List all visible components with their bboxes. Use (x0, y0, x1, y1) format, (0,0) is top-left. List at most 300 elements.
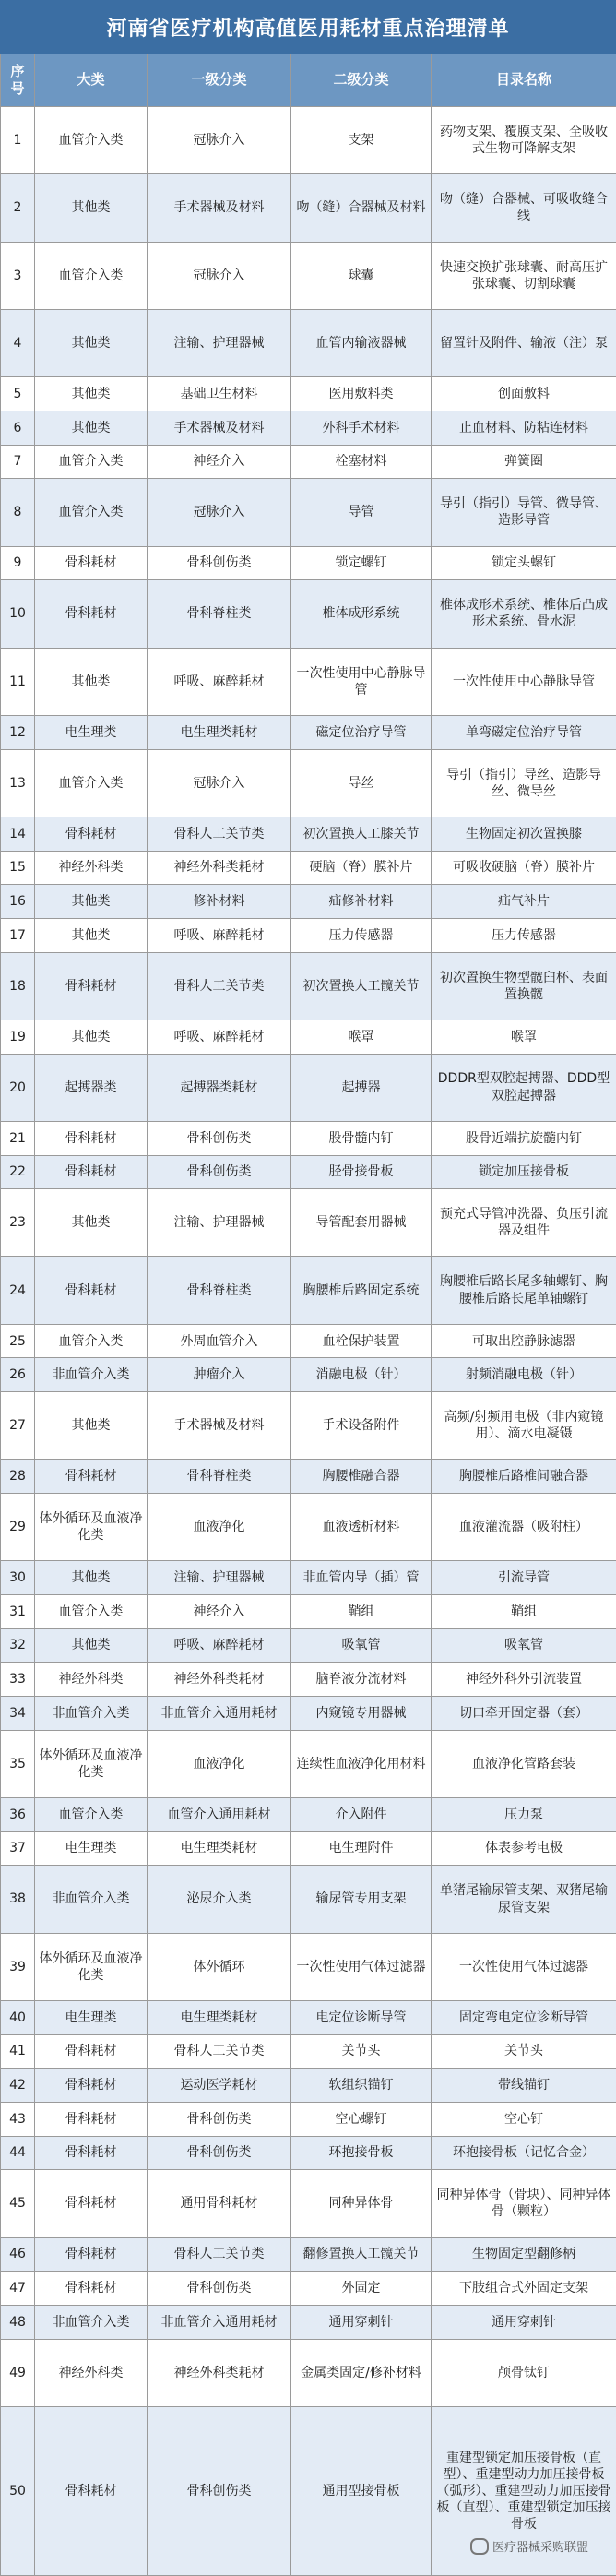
cell-catalog-name: 药物支架、覆膜支架、全吸收式生物可降解支架 (432, 107, 616, 174)
cell-level2: 一次性使用气体过滤器 (291, 1933, 432, 2000)
cell-index: 27 (1, 1392, 35, 1460)
table-row (1, 1121, 616, 1155)
table-row (1, 445, 616, 479)
cell-level2: 初次置换人工髋关节 (291, 952, 432, 1020)
cell-level2: 导管 (291, 479, 432, 546)
cell-index: 35 (1, 1730, 35, 1797)
cell-catalog-name: 可吸收硬脑（脊）膜补片 (432, 851, 616, 885)
cell-level1: 注输、护理器械 (148, 309, 291, 376)
cell-category: 神经外科类 (35, 1663, 148, 1697)
cell-index: 6 (1, 411, 35, 445)
cell-catalog-name: 血液灌流器（吸附柱） (432, 1494, 616, 1561)
cell-level2: 金属类固定/修补材料 (291, 2339, 432, 2406)
cell-level2: 锁定螺钉 (291, 546, 432, 580)
cell-index: 26 (1, 1358, 35, 1392)
cell-level2: 起搏器 (291, 1054, 432, 1121)
cell-index: 8 (1, 479, 35, 546)
table-row (1, 2034, 616, 2069)
cell-catalog-name: 吸氧管 (432, 1628, 616, 1663)
cell-level1: 冠脉介入 (148, 242, 291, 309)
cell-level1: 神经外科类耗材 (148, 1663, 291, 1697)
cell-catalog-name: 单弯磁定位治疗导管 (432, 715, 616, 749)
table-row (1, 715, 616, 749)
cell-level1: 冠脉介入 (148, 107, 291, 174)
wechat-icon (470, 2538, 489, 2555)
table-row (1, 1358, 616, 1392)
cell-level1: 骨科人工关节类 (148, 817, 291, 851)
table-row (1, 1595, 616, 1629)
cell-level2: 支架 (291, 107, 432, 174)
cell-category: 骨科耗材 (35, 2272, 148, 2306)
header-level2: 二级分类 (291, 54, 432, 107)
cell-index: 50 (1, 2406, 35, 2575)
cell-category: 电生理类 (35, 1831, 148, 1866)
cell-index: 10 (1, 580, 35, 648)
cell-category: 骨科耗材 (35, 2237, 148, 2272)
cell-category: 血管介入类 (35, 445, 148, 479)
cell-category: 其他类 (35, 1392, 148, 1460)
cell-level1: 骨科创伤类 (148, 2272, 291, 2306)
cell-level2: 电生理附件 (291, 1831, 432, 1866)
cell-level2: 胸腰椎融合器 (291, 1460, 432, 1494)
cell-index: 40 (1, 2001, 35, 2035)
cell-level2: 鞘组 (291, 1595, 432, 1629)
table-row (1, 2272, 616, 2306)
cell-level1: 电生理类耗材 (148, 715, 291, 749)
table-row (1, 309, 616, 376)
cell-level1: 电生理类耗材 (148, 1831, 291, 1866)
cell-level1: 呼吸、麻醉耗材 (148, 1628, 291, 1663)
page-title: 河南省医疗机构高值医用耗材重点治理清单 (0, 0, 616, 54)
cell-catalog-name: 一次性使用中心静脉导管 (432, 648, 616, 715)
cell-category: 电生理类 (35, 715, 148, 749)
cell-catalog-name: 胸腰椎后路椎间融合器 (432, 1460, 616, 1494)
cell-catalog-name: 生物固定初次置换膝 (432, 817, 616, 851)
cell-catalog-name: 压力泵 (432, 1798, 616, 1832)
cell-category: 神经外科类 (35, 851, 148, 885)
cell-catalog-name: 环抱接骨板（记忆合金） (432, 2136, 616, 2170)
table-row (1, 1933, 616, 2000)
cell-level1: 神经介入 (148, 445, 291, 479)
cell-level1: 神经外科类耗材 (148, 851, 291, 885)
cell-category: 其他类 (35, 918, 148, 952)
cell-level1: 冠脉介入 (148, 479, 291, 546)
cell-level1: 肿瘤介入 (148, 1358, 291, 1392)
cell-catalog-name: DDDR型双腔起搏器、DDD型双腔起搏器 (432, 1054, 616, 1121)
cell-level2: 硬脑（脊）膜补片 (291, 851, 432, 885)
cell-category: 其他类 (35, 411, 148, 445)
cell-index: 42 (1, 2069, 35, 2103)
cell-catalog-name: 引流导管 (432, 1561, 616, 1595)
cell-index: 49 (1, 2339, 35, 2406)
cell-level2: 吸氧管 (291, 1628, 432, 1663)
cell-category: 骨科耗材 (35, 2034, 148, 2069)
cell-category: 骨科耗材 (35, 580, 148, 648)
cell-level1: 骨科脊柱类 (148, 580, 291, 648)
cell-level2: 软组织锚钉 (291, 2069, 432, 2103)
cell-level1: 血管介入通用耗材 (148, 1798, 291, 1832)
cell-level1: 血液净化 (148, 1494, 291, 1561)
cell-index: 48 (1, 2305, 35, 2339)
cell-catalog-name: 吻（缝）合器械、可吸收缝合线 (432, 174, 616, 242)
cell-level2: 脑脊液分流材料 (291, 1663, 432, 1697)
table-row (1, 885, 616, 919)
cell-catalog-name: 可取出腔静脉滤器 (432, 1324, 616, 1358)
cell-catalog-name: 导引（指引）导丝、造影导丝、微导丝 (432, 749, 616, 817)
cell-index: 15 (1, 851, 35, 885)
cell-index: 12 (1, 715, 35, 749)
table-row (1, 1189, 616, 1257)
cell-index: 34 (1, 1697, 35, 1731)
cell-level1: 骨科脊柱类 (148, 1257, 291, 1324)
table-row (1, 2069, 616, 2103)
cell-level1: 骨科创伤类 (148, 1121, 291, 1155)
cell-level2: 吻（缝）合器械及材料 (291, 174, 432, 242)
cell-level2: 通用型接骨板 (291, 2406, 432, 2575)
cell-index: 5 (1, 377, 35, 411)
header-level1: 一级分类 (148, 54, 291, 107)
cell-level1: 电生理类耗材 (148, 2001, 291, 2035)
table-body (1, 107, 616, 2576)
cell-level2: 消融电极（针） (291, 1358, 432, 1392)
cell-level1: 手术器械及材料 (148, 411, 291, 445)
cell-level1: 非血管介入通用耗材 (148, 1697, 291, 1731)
table-row (1, 918, 616, 952)
table-row (1, 2339, 616, 2406)
cell-category: 其他类 (35, 1189, 148, 1257)
cell-level1: 手术器械及材料 (148, 1392, 291, 1460)
cell-level1: 泌尿介入类 (148, 1866, 291, 1933)
table-row (1, 1831, 616, 1866)
cell-category: 骨科耗材 (35, 546, 148, 580)
cell-category: 电生理类 (35, 2001, 148, 2035)
cell-category: 骨科耗材 (35, 2170, 148, 2237)
cell-category: 骨科耗材 (35, 2406, 148, 2575)
table-row (1, 2136, 616, 2170)
table-row (1, 1697, 616, 1731)
cell-level2: 股骨髓内钉 (291, 1121, 432, 1155)
cell-category: 骨科耗材 (35, 952, 148, 1020)
cell-index: 37 (1, 1831, 35, 1866)
cell-level1: 骨科人工关节类 (148, 2034, 291, 2069)
cell-category: 骨科耗材 (35, 2136, 148, 2170)
cell-catalog-name: 锁定头螺钉 (432, 546, 616, 580)
table-row (1, 546, 616, 580)
cell-catalog-name: 胸腰椎后路长尾多轴螺钉、胸腰椎后路长尾单轴螺钉 (432, 1257, 616, 1324)
cell-index: 44 (1, 2136, 35, 2170)
cell-index: 1 (1, 107, 35, 174)
cell-category: 其他类 (35, 885, 148, 919)
table-row (1, 851, 616, 885)
cell-level2: 栓塞材料 (291, 445, 432, 479)
cell-level1: 骨科人工关节类 (148, 952, 291, 1020)
cell-level1: 外周血管介入 (148, 1324, 291, 1358)
cell-level1: 基础卫生材料 (148, 377, 291, 411)
cell-level2: 翻修置换人工髋关节 (291, 2237, 432, 2272)
cell-catalog-name: 快速交换扩张球囊、耐高压扩张球囊、切割球囊 (432, 242, 616, 309)
cell-level1: 注输、护理器械 (148, 1189, 291, 1257)
cell-index: 24 (1, 1257, 35, 1324)
cell-index: 33 (1, 1663, 35, 1697)
table-row (1, 749, 616, 817)
cell-level1: 通用骨科耗材 (148, 2170, 291, 2237)
cell-level1: 骨科创伤类 (148, 2102, 291, 2136)
cell-index: 32 (1, 1628, 35, 1663)
cell-catalog-name: 疝气补片 (432, 885, 616, 919)
cell-level2: 关节头 (291, 2034, 432, 2069)
cell-level2: 血液透析材料 (291, 1494, 432, 1561)
cell-catalog-name: 预充式导管冲洗器、负压引流器及组件 (432, 1189, 616, 1257)
cell-catalog-name: 鞘组 (432, 1595, 616, 1629)
cell-index: 7 (1, 445, 35, 479)
cell-index: 43 (1, 2102, 35, 2136)
cell-catalog-name: 留置针及附件、输液（注）泵 (432, 309, 616, 376)
cell-index: 36 (1, 1798, 35, 1832)
cell-level2: 一次性使用中心静脉导管 (291, 648, 432, 715)
cell-index: 19 (1, 1020, 35, 1054)
table-row (1, 2305, 616, 2339)
table-row (1, 1494, 616, 1561)
cell-category: 血管介入类 (35, 1324, 148, 1358)
cell-category: 其他类 (35, 377, 148, 411)
cell-level2: 通用穿刺针 (291, 2305, 432, 2339)
cell-category: 血管介入类 (35, 107, 148, 174)
cell-category: 血管介入类 (35, 749, 148, 817)
table-row (1, 817, 616, 851)
cell-catalog-name: 初次置换生物型髋臼杯、表面置换髋 (432, 952, 616, 1020)
table-row (1, 1324, 616, 1358)
cell-category: 非血管介入类 (35, 2305, 148, 2339)
cell-level2: 医用敷料类 (291, 377, 432, 411)
cell-index: 30 (1, 1561, 35, 1595)
table-row (1, 411, 616, 445)
cell-category: 其他类 (35, 1628, 148, 1663)
cell-category: 非血管介入类 (35, 1697, 148, 1731)
cell-level2: 初次置换人工膝关节 (291, 817, 432, 851)
cell-catalog-name: 切口牵开固定器（套） (432, 1697, 616, 1731)
cell-level2: 喉罩 (291, 1020, 432, 1054)
table-row (1, 1155, 616, 1189)
cell-catalog-name: 颅骨钛钉 (432, 2339, 616, 2406)
cell-level1: 注输、护理器械 (148, 1561, 291, 1595)
cell-category: 血管介入类 (35, 479, 148, 546)
cell-index: 4 (1, 309, 35, 376)
cell-category: 骨科耗材 (35, 1155, 148, 1189)
cell-level1: 运动医学耗材 (148, 2069, 291, 2103)
cell-category: 血管介入类 (35, 242, 148, 309)
table-row (1, 1020, 616, 1054)
cell-catalog-name: 止血材料、防粘连材料 (432, 411, 616, 445)
cell-level1: 冠脉介入 (148, 749, 291, 817)
cell-level2: 压力传感器 (291, 918, 432, 952)
cell-index: 45 (1, 2170, 35, 2237)
cell-index: 16 (1, 885, 35, 919)
header-category: 大类 (35, 54, 148, 107)
watermark (470, 2537, 588, 2555)
cell-index: 22 (1, 1155, 35, 1189)
cell-catalog-name: 椎体成形术系统、椎体后凸成形术系统、骨水泥 (432, 580, 616, 648)
cell-index: 39 (1, 1933, 35, 2000)
cell-catalog-name: 一次性使用气体过滤器 (432, 1933, 616, 2000)
cell-level2: 椎体成形系统 (291, 580, 432, 648)
cell-index: 29 (1, 1494, 35, 1561)
cell-category: 体外循环及血液净化类 (35, 1933, 148, 2000)
cell-level2: 空心螺钉 (291, 2102, 432, 2136)
cell-catalog-name: 关节头 (432, 2034, 616, 2069)
cell-category: 其他类 (35, 1020, 148, 1054)
cell-category: 血管介入类 (35, 1595, 148, 1629)
cell-level2: 导丝 (291, 749, 432, 817)
cell-level2: 血栓保护装置 (291, 1324, 432, 1358)
cell-level1: 骨科创伤类 (148, 1155, 291, 1189)
table-row (1, 2001, 616, 2035)
cell-level1: 呼吸、麻醉耗材 (148, 1020, 291, 1054)
cell-index: 23 (1, 1189, 35, 1257)
cell-category: 神经外科类 (35, 2339, 148, 2406)
table-row (1, 1628, 616, 1663)
cell-level2: 球囊 (291, 242, 432, 309)
cell-level2: 介入附件 (291, 1798, 432, 1832)
cell-level2: 手术设备附件 (291, 1392, 432, 1460)
cell-level2: 磁定位治疗导管 (291, 715, 432, 749)
cell-index: 41 (1, 2034, 35, 2069)
cell-catalog-name: 单猪尾输尿管支架、双猪尾输尿管支架 (432, 1866, 616, 1933)
cell-level2: 导管配套用器械 (291, 1189, 432, 1257)
cell-level2: 连续性血液净化用材料 (291, 1730, 432, 1797)
table-row (1, 1866, 616, 1933)
cell-catalog-name: 带线锚钉 (432, 2069, 616, 2103)
cell-level1: 修补材料 (148, 885, 291, 919)
cell-level2: 外科手术材料 (291, 411, 432, 445)
cell-index: 3 (1, 242, 35, 309)
cell-index: 20 (1, 1054, 35, 1121)
cell-level1: 神经外科类耗材 (148, 2339, 291, 2406)
cell-catalog-name: 导引（指引）导管、微导管、造影导管 (432, 479, 616, 546)
cell-level2: 同种异体骨 (291, 2170, 432, 2237)
cell-catalog-name: 通用穿刺针 (432, 2305, 616, 2339)
cell-level2: 输尿管专用支架 (291, 1866, 432, 1933)
cell-category: 其他类 (35, 648, 148, 715)
cell-catalog-name: 血液净化管路套装 (432, 1730, 616, 1797)
cell-level2: 非血管内导（插）管 (291, 1561, 432, 1595)
cell-catalog-name: 高频/射频用电极（非内窥镜用）、滴水电凝镊 (432, 1392, 616, 1460)
cell-level1: 呼吸、麻醉耗材 (148, 648, 291, 715)
cell-category: 骨科耗材 (35, 2102, 148, 2136)
table-row (1, 1798, 616, 1832)
cell-index: 21 (1, 1121, 35, 1155)
table-row (1, 479, 616, 546)
cell-catalog-name: 神经外科外引流装置 (432, 1663, 616, 1697)
table-row (1, 377, 616, 411)
cell-level2: 内窥镜专用器械 (291, 1697, 432, 1731)
cell-catalog-name: 体表参考电极 (432, 1831, 616, 1866)
table-row (1, 648, 616, 715)
cell-index: 47 (1, 2272, 35, 2306)
cell-level2: 疝修补材料 (291, 885, 432, 919)
table-row (1, 1392, 616, 1460)
table-row (1, 1054, 616, 1121)
cell-catalog-name: 下肢组合式外固定支架 (432, 2272, 616, 2306)
cell-index: 14 (1, 817, 35, 851)
table-row (1, 952, 616, 1020)
cell-category: 非血管介入类 (35, 1358, 148, 1392)
cell-category: 非血管介入类 (35, 1866, 148, 1933)
catalog-table (0, 54, 616, 2576)
cell-category: 骨科耗材 (35, 1257, 148, 1324)
table-row (1, 174, 616, 242)
table-row (1, 2237, 616, 2272)
cell-level1: 手术器械及材料 (148, 174, 291, 242)
cell-catalog-name: 生物固定型翻修柄 (432, 2237, 616, 2272)
cell-level1: 骨科创伤类 (148, 2406, 291, 2575)
cell-level2: 环抱接骨板 (291, 2136, 432, 2170)
cell-category: 骨科耗材 (35, 1121, 148, 1155)
cell-catalog-name: 喉罩 (432, 1020, 616, 1054)
cell-index: 18 (1, 952, 35, 1020)
cell-index: 46 (1, 2237, 35, 2272)
cell-index: 25 (1, 1324, 35, 1358)
cell-catalog-name: 锁定加压接骨板 (432, 1155, 616, 1189)
table-row (1, 1730, 616, 1797)
cell-catalog-name: 空心钉 (432, 2102, 616, 2136)
cell-catalog-name: 重建型锁定加压接骨板（直型）、重建型动力加压接骨板（弧形）、重建型动力加压接骨板（直型）、重建型锁定加压接骨板 (432, 2406, 616, 2575)
cell-level1: 骨科创伤类 (148, 546, 291, 580)
cell-category: 其他类 (35, 174, 148, 242)
table-row (1, 580, 616, 648)
cell-catalog-name: 压力传感器 (432, 918, 616, 952)
cell-category: 血管介入类 (35, 1798, 148, 1832)
cell-index: 9 (1, 546, 35, 580)
cell-index: 38 (1, 1866, 35, 1933)
cell-category: 其他类 (35, 1561, 148, 1595)
cell-catalog-name: 固定弯电定位诊断导管 (432, 2001, 616, 2035)
cell-level2: 外固定 (291, 2272, 432, 2306)
table-row (1, 1460, 616, 1494)
cell-category: 骨科耗材 (35, 817, 148, 851)
table-row (1, 1257, 616, 1324)
cell-catalog-name: 股骨近端抗旋髓内钉 (432, 1121, 616, 1155)
cell-level1: 骨科创伤类 (148, 2136, 291, 2170)
table-row (1, 242, 616, 309)
table-row (1, 2102, 616, 2136)
cell-category: 其他类 (35, 309, 148, 376)
cell-level2: 胸腰椎后路固定系统 (291, 1257, 432, 1324)
cell-level1: 体外循环 (148, 1933, 291, 2000)
cell-level2: 胫骨接骨板 (291, 1155, 432, 1189)
cell-index: 31 (1, 1595, 35, 1629)
cell-catalog-name: 弹簧圈 (432, 445, 616, 479)
cell-category: 体外循环及血液净化类 (35, 1494, 148, 1561)
header-index: 序号 (1, 54, 35, 107)
cell-category: 骨科耗材 (35, 2069, 148, 2103)
table-row (1, 2170, 616, 2237)
cell-level1: 呼吸、麻醉耗材 (148, 918, 291, 952)
table-row (1, 1663, 616, 1697)
table-header-row (1, 54, 616, 107)
cell-index: 28 (1, 1460, 35, 1494)
header-catalog-name: 目录名称 (432, 54, 616, 107)
cell-level1: 非血管介入通用耗材 (148, 2305, 291, 2339)
cell-category: 起搏器类 (35, 1054, 148, 1121)
cell-level1: 血液净化 (148, 1730, 291, 1797)
cell-index: 2 (1, 174, 35, 242)
cell-level2: 电定位诊断导管 (291, 2001, 432, 2035)
cell-level1: 骨科人工关节类 (148, 2237, 291, 2272)
cell-catalog-name: 射频消融电极（针） (432, 1358, 616, 1392)
table-row (1, 1561, 616, 1595)
cell-index: 11 (1, 648, 35, 715)
cell-catalog-name: 创面敷料 (432, 377, 616, 411)
